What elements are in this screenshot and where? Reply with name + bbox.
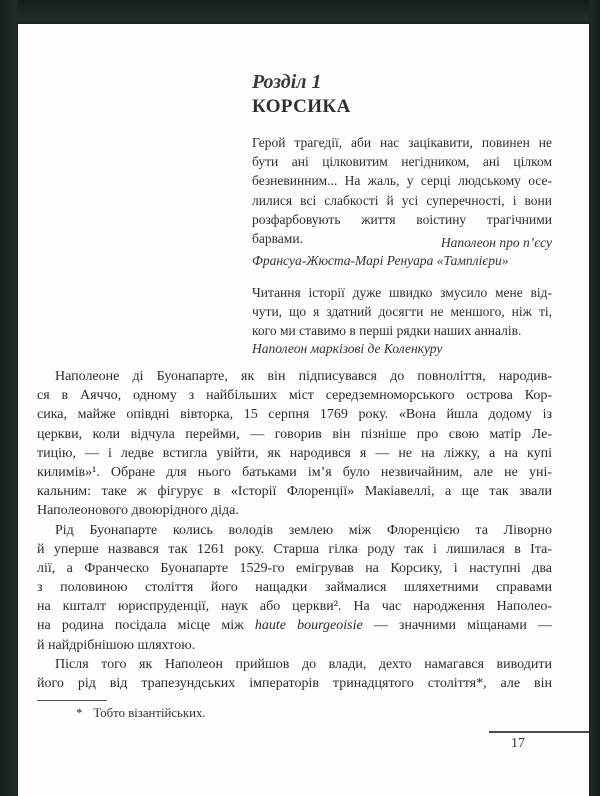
text-line: лії, а Франческо Буонапарте 1529-го емігрував на Корсику, і наступні два — [37, 560, 552, 576]
body-text — [37, 367, 552, 693]
text-line: Наполеон маркізові де Коленкуру — [252, 341, 443, 356]
chapter-title: КОРСИКА — [252, 96, 351, 117]
footnote — [76, 705, 206, 722]
paragraph — [37, 367, 552, 521]
scan-border-top — [0, 0, 600, 24]
text-line: барвами. — [252, 230, 303, 246]
text-line: Наполеон про п’єсу — [440, 235, 552, 250]
text-line: лилися всі слабкості й усі суперечності, і вони — [252, 192, 552, 208]
text-line: Франсуа-Жюста-Марі Ренуара «Тамплієри» — [252, 252, 509, 268]
epigraph-1 — [252, 133, 552, 248]
text-line: ся в Аяччо, одному з найбільших міст середземноморського острова Кор- — [37, 388, 552, 404]
scan-border-right — [589, 0, 600, 796]
text-line: Герой трагедії, аби нас зацікавити, повинен не — [252, 135, 552, 150]
text-line: на кшталт юриспруденції, наук або церкви². На час народження Наполео- — [37, 599, 552, 615]
chapter-label: Розділ 1 — [252, 71, 322, 93]
text-line: Після того як Наполеон прийшов до влади, дехто намагався виводити — [55, 656, 552, 672]
text-line: кальним: таке ж фігурує в «Історії Флоренції» Макіавеллі, а ще так звали — [37, 484, 552, 500]
text-line: Читання історії дуже швидко змусило мене від- — [252, 285, 552, 300]
text-line: й уперше назвався так 1261 року. Старша гілка роду так і лишилася в Іта- — [37, 541, 552, 557]
text-line: чути, що я здатний досягти не меншого, ніж ті, — [252, 304, 552, 320]
scan-border-left — [0, 0, 18, 796]
text-line: килимів»¹. Обране для нього батьками ім’я було незвичайним, але не уні- — [37, 464, 552, 480]
text-line: безневинним... На жаль, у серці людському осе- — [252, 173, 552, 189]
text-line: й найдрібнішою шляхтою. — [37, 637, 196, 653]
epigraph-1-attribution — [252, 234, 552, 269]
text-line: церкви, коли відчула перейми, — говорив він пізніше про свою матір Ле- — [37, 426, 552, 442]
text-line: Наполеонового двоюрідного діда. — [37, 503, 239, 519]
footnote-marker: * — [76, 706, 83, 720]
page-number-rule — [489, 731, 598, 733]
text-line: розфарбовують життя воістину трагічними — [252, 211, 552, 227]
paragraph — [37, 521, 552, 655]
text-line: кого ми ставимо в перші рядки наших анналів. — [252, 323, 522, 339]
text-line: його рід від трапезундських імператорів тринадцятого століття*, але він — [37, 676, 552, 691]
text-line: тицію, — і ледве встигла увійти, як народився я — не на ліжку, а на купі — [37, 445, 552, 461]
text-line: з половиною століття його нащадки займалися шляхетними справами — [37, 580, 552, 596]
paragraph — [37, 655, 552, 693]
text-line: бути ані цілковитим негідником, ані цілком — [252, 154, 552, 170]
text-line: Рід Буонапарте колись володів землею між Флоренцією та Ліворно — [55, 522, 552, 538]
page-number: 17 — [511, 736, 525, 751]
footnote-text: Тобто візантійських. — [93, 706, 206, 720]
epigraph-2-attribution — [252, 340, 552, 358]
epigraph-2 — [252, 283, 552, 341]
text-line: на родина посідала місце між haute bourgeoisie — значними міщанами — — [37, 618, 552, 634]
text-line: Наполеоне ді Буонапарте, як він підписувався до повноліття, народив- — [55, 369, 552, 384]
chapter-heading — [252, 70, 351, 118]
text-line: сика, майже опівдні вівторка, 15 серпня 1769 року. «Вона йшла додому із — [37, 407, 552, 423]
footnote-separator-rule — [37, 700, 107, 701]
